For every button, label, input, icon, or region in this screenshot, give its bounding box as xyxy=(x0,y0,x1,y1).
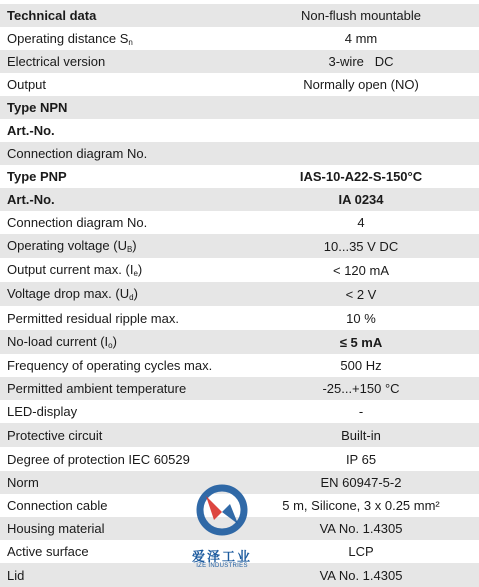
label-close: ) xyxy=(133,286,138,301)
row-value: 10 % xyxy=(346,310,376,326)
label-close: ) xyxy=(112,334,117,349)
label-subscript: n xyxy=(128,37,133,47)
row-type-pnp xyxy=(0,165,479,188)
row-value: 4 mm xyxy=(344,31,378,46)
row-value: ≤ 5 mA xyxy=(339,334,383,350)
row-value: - xyxy=(358,404,364,419)
row-switching-frequency xyxy=(0,354,479,377)
technical-data-table xyxy=(0,4,479,587)
row-value: IA 0234 xyxy=(338,192,384,207)
row-label: Electrical version xyxy=(7,54,106,69)
row-label: Frequency of operating cycles max. xyxy=(7,358,213,373)
row-label: Protective circuit xyxy=(7,427,103,443)
row-label: Permitted residual ripple max. xyxy=(7,310,179,326)
row-connection-diagram-pnp xyxy=(0,211,479,234)
label-text: Operating voltage (U xyxy=(7,238,127,253)
row-label: Type NPN xyxy=(7,100,68,115)
row-value: -25...+150 °C xyxy=(322,381,400,396)
row-norm xyxy=(0,471,479,494)
row-label: Connection diagram No. xyxy=(7,146,148,161)
row-label: Permitted ambient temperature xyxy=(7,381,187,396)
label-text: Output current max. (I xyxy=(7,262,134,277)
row-label: Lid xyxy=(7,567,25,583)
label-text: Operating distance S xyxy=(7,30,129,46)
row-value: 5 m, Silicone, 3 x 0.25 mm² xyxy=(282,498,440,513)
row-label: Connection diagram No. xyxy=(7,215,148,230)
label-subscript: B xyxy=(126,245,133,254)
row-label xyxy=(0,238,243,254)
row-label: Active surface xyxy=(7,544,89,559)
row-label xyxy=(0,286,243,302)
row-label: Art.-No. xyxy=(7,123,55,138)
label-subscript: o xyxy=(108,341,113,350)
row-operating-distance xyxy=(0,27,479,50)
row-value: VA No. 1.4305 xyxy=(319,567,403,583)
row-type-npn xyxy=(0,96,479,119)
row-value: IAS-10-A22-S-150°C xyxy=(299,169,423,184)
row-protective-circuit xyxy=(0,423,479,447)
row-connection-cable xyxy=(0,494,479,517)
label-text: No-load current (I xyxy=(7,334,109,349)
row-label: Degree of protection IEC 60529 xyxy=(7,451,190,467)
label-subscript: e xyxy=(133,269,138,278)
row-label: Output xyxy=(7,77,47,92)
row-housing-material xyxy=(0,517,479,540)
row-technical-data xyxy=(0,4,479,27)
row-output-current xyxy=(0,258,479,282)
row-connection-diagram-npn xyxy=(0,142,479,165)
row-residual-ripple xyxy=(0,306,479,330)
row-label: Technical data xyxy=(7,8,97,23)
row-value: < 2 V xyxy=(345,286,377,302)
row-value: Normally open (NO) xyxy=(303,77,419,92)
watermark-name-en: IZE INDUSTRIES xyxy=(196,563,248,569)
row-operating-voltage xyxy=(0,234,479,258)
row-value: VA No. 1.4305 xyxy=(319,521,403,536)
label-subscript: d xyxy=(129,293,134,302)
row-value: EN 60947-5-2 xyxy=(320,475,402,490)
row-value: LCP xyxy=(348,544,374,559)
row-value: Built-in xyxy=(341,427,381,443)
row-label: Type PNP xyxy=(7,169,67,184)
row-degree-of-protection xyxy=(0,447,479,471)
row-ambient-temperature xyxy=(0,377,479,400)
row-label: Connection cable xyxy=(7,498,108,513)
row-label: LED-display xyxy=(7,404,78,419)
row-art-no-pnp xyxy=(0,188,479,211)
row-no-load-current xyxy=(0,330,479,354)
label-close: ) xyxy=(132,238,137,253)
row-electrical-version xyxy=(0,50,479,73)
row-value: 3-wire DC xyxy=(328,54,394,69)
row-value: 4 xyxy=(357,215,365,230)
row-label: Norm xyxy=(7,475,39,490)
row-voltage-drop xyxy=(0,282,479,306)
row-output xyxy=(0,73,479,96)
row-label xyxy=(0,31,243,47)
row-led-display xyxy=(0,400,479,423)
row-label: Housing material xyxy=(7,521,105,536)
row-art-no-npn xyxy=(0,119,479,142)
row-label xyxy=(0,262,243,278)
row-label: Art.-No. xyxy=(7,192,55,207)
row-value: 500 Hz xyxy=(340,358,382,373)
row-label xyxy=(0,334,243,350)
row-value: < 120 mA xyxy=(332,262,389,278)
watermark-name-cn: 爱泽工业 xyxy=(191,549,252,564)
row-value: 10...35 V DC xyxy=(323,238,399,254)
row-value: IP 65 xyxy=(345,451,377,467)
row-value: Non-flush mountable xyxy=(301,8,421,23)
label-close: ) xyxy=(137,262,143,277)
label-text: Voltage drop max. (U xyxy=(7,286,130,301)
